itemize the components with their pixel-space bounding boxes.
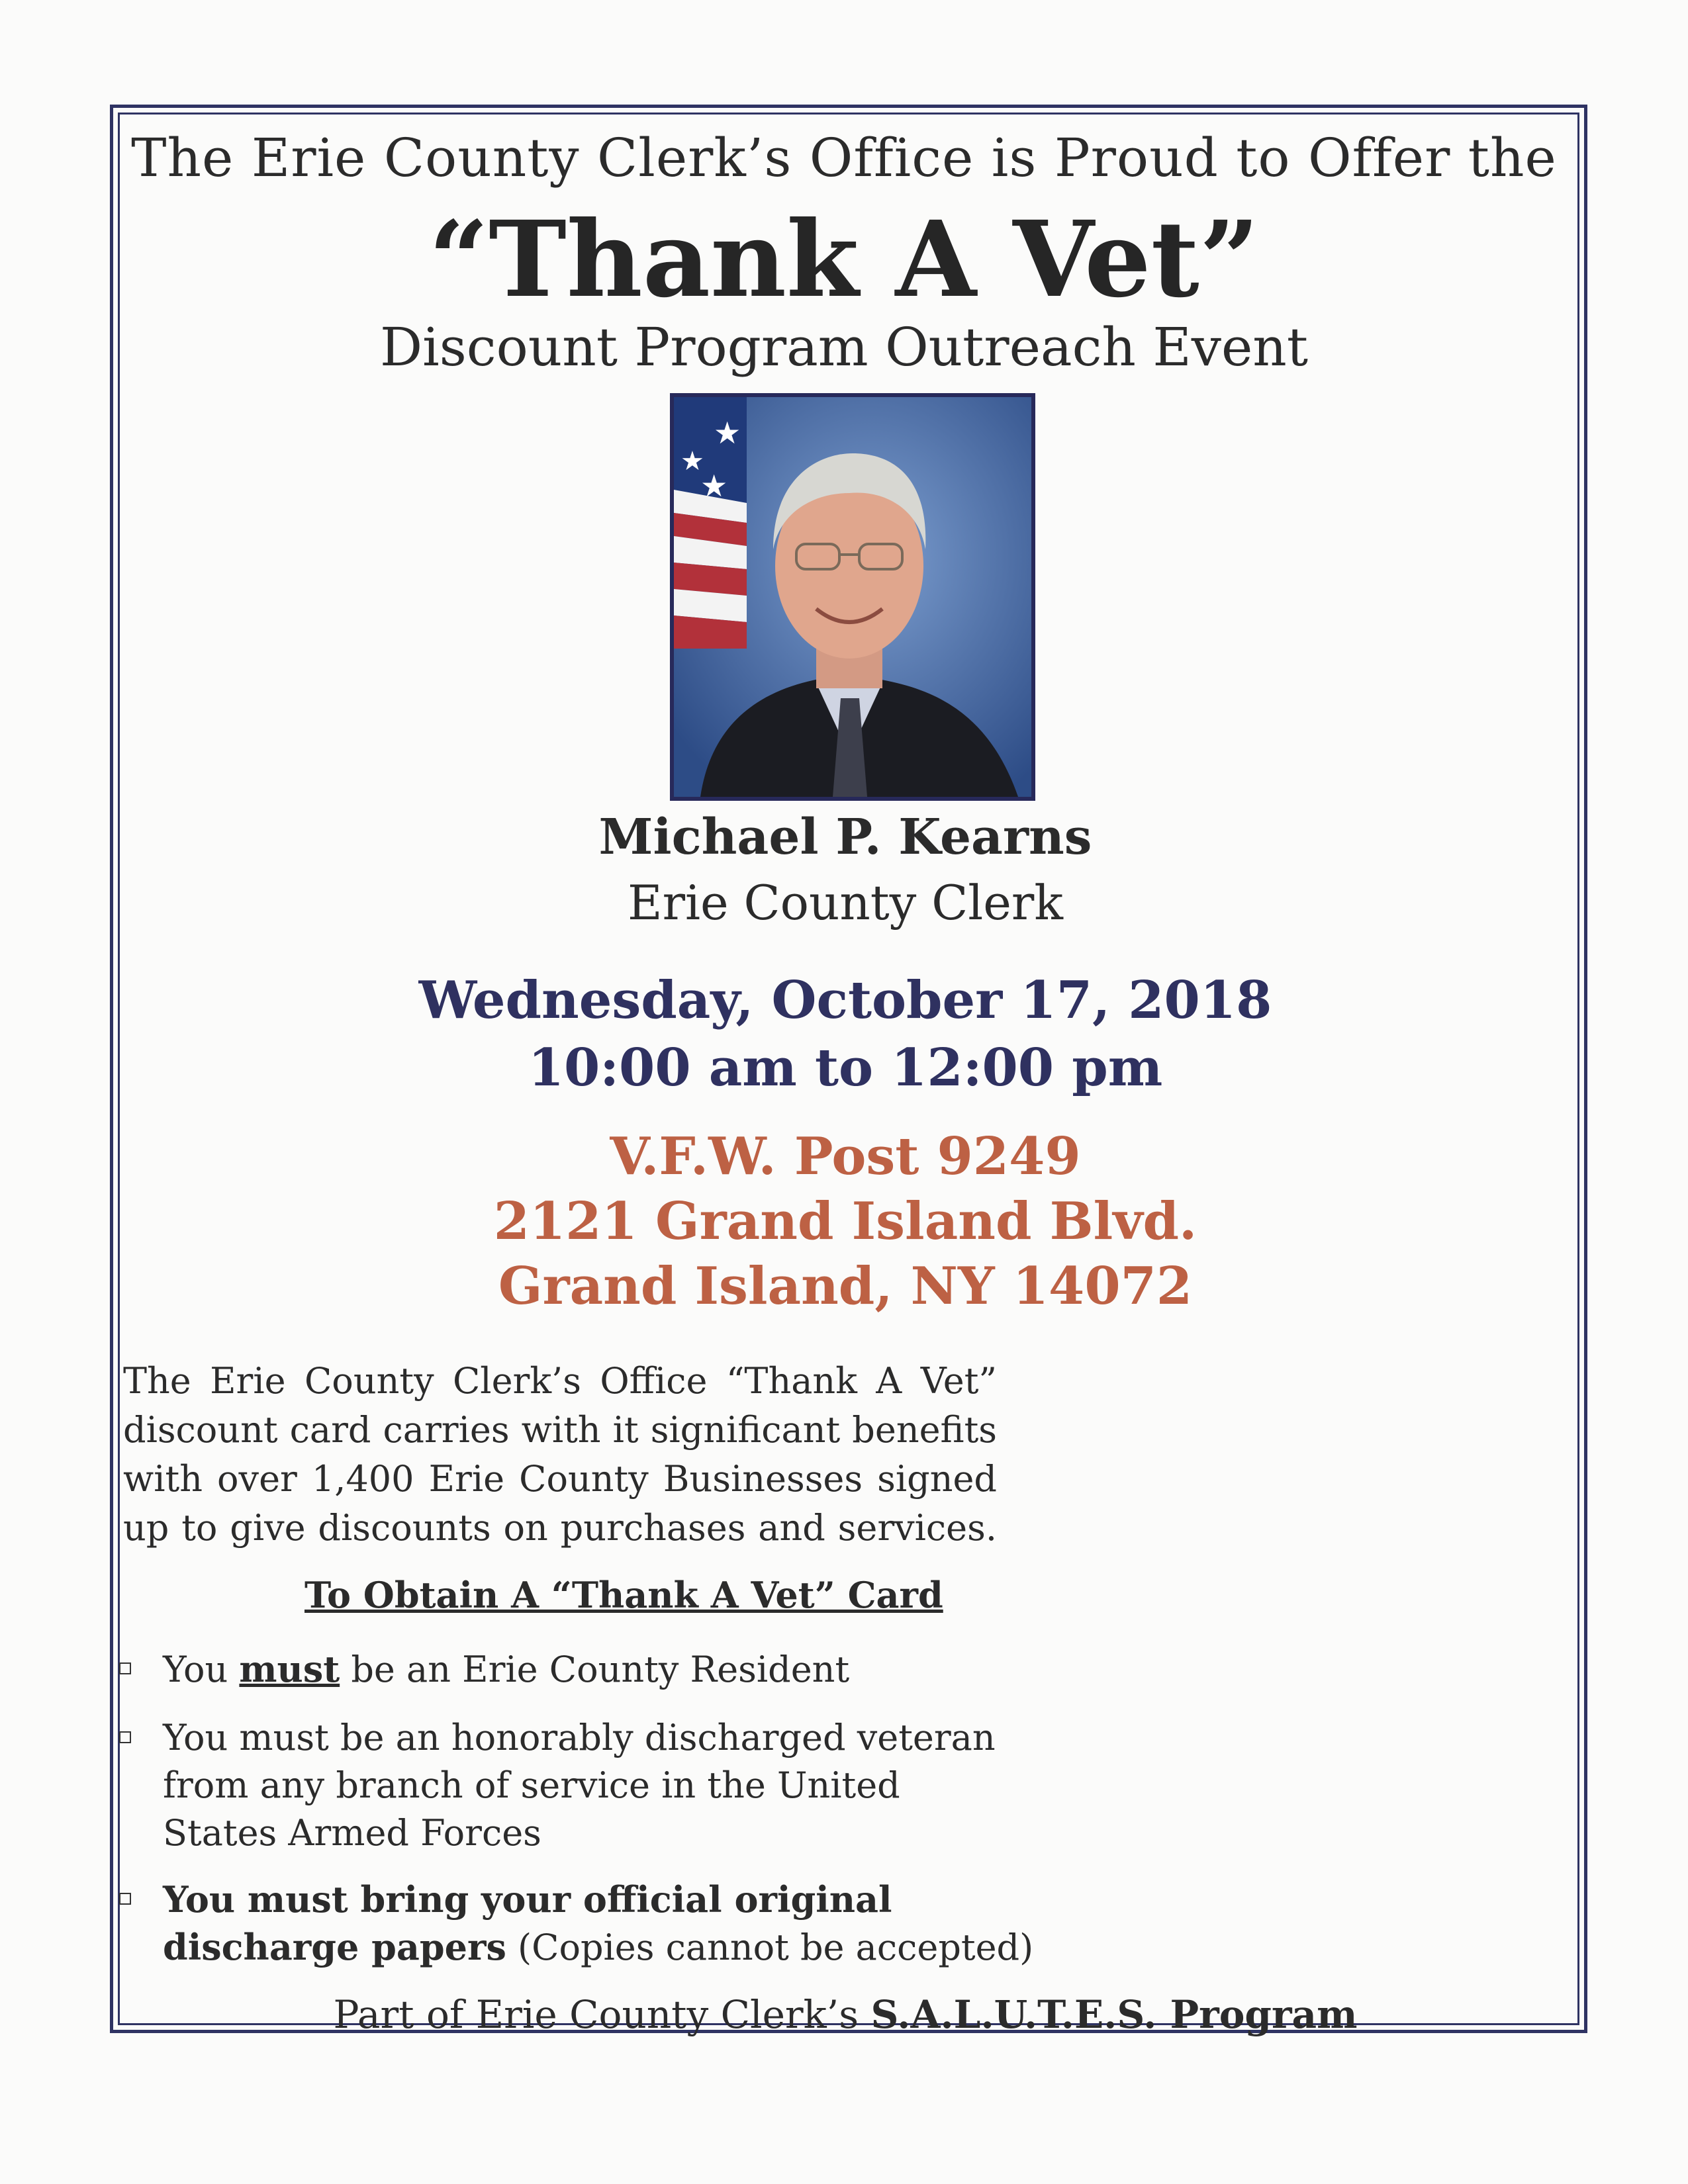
footer-program-name: S.A.L.U.T.E.S. Program: [870, 1992, 1358, 2037]
requirement-text: be an Erie County Resident: [340, 1649, 850, 1690]
official-name: Michael P. Kearns: [598, 809, 1092, 866]
footer-text: Part of Erie County Clerk’s: [333, 1992, 871, 2037]
description-line: The Erie County Clerk’s Office “Thank A Vet”: [123, 1360, 997, 1402]
venue-city: Grand Island, NY 14072: [498, 1256, 1193, 1316]
event-time: 10:00 am to 12:00 pm: [528, 1038, 1163, 1098]
official-portrait-photo: [670, 393, 1035, 801]
checkbox-bullet-icon: [119, 1662, 131, 1674]
requirement-text: States Armed Forces: [163, 1812, 541, 1854]
svg-text:★: ★: [700, 468, 728, 504]
svg-text:★: ★: [680, 446, 704, 477]
description-line: with over 1,400 Erie County Businesses signed: [123, 1458, 997, 1500]
venue-address: 2121 Grand Island Blvd.: [493, 1191, 1197, 1251]
requirement-emphasis: must: [239, 1648, 340, 1690]
subtitle: Discount Program Outreach Event: [380, 316, 1308, 378]
intro-line: The Erie County Clerk’s Office is Proud to Offer the: [131, 127, 1557, 189]
requirement-text: from any branch of service in the United: [163, 1764, 900, 1806]
venue-name: V.F.W. Post 9249: [610, 1126, 1081, 1187]
requirement-text: You must be an honorably discharged veteran: [163, 1717, 996, 1758]
svg-text:★: ★: [714, 415, 741, 451]
program-description: [123, 1357, 997, 1553]
description-line: up to give discounts on purchases and services.: [123, 1507, 997, 1549]
requirement-text: discharge papers: [163, 1926, 506, 1968]
event-date: Wednesday, October 17, 2018: [418, 970, 1272, 1030]
requirements-heading: To Obtain A “Thank A Vet” Card: [305, 1574, 943, 1616]
checkbox-bullet-icon: [119, 1893, 131, 1905]
checkbox-bullet-icon: [119, 1731, 131, 1743]
page-title: “Thank A Vet”: [428, 199, 1260, 321]
requirement-note: (Copies cannot be accepted): [506, 1927, 1034, 1968]
requirement-text: You must bring your official original: [163, 1878, 892, 1921]
description-line: discount card carries with it significant benefits: [123, 1409, 997, 1451]
official-role: Erie County Clerk: [628, 875, 1063, 931]
program-footer: [0, 1992, 1688, 2037]
requirement-text: You: [163, 1649, 240, 1690]
